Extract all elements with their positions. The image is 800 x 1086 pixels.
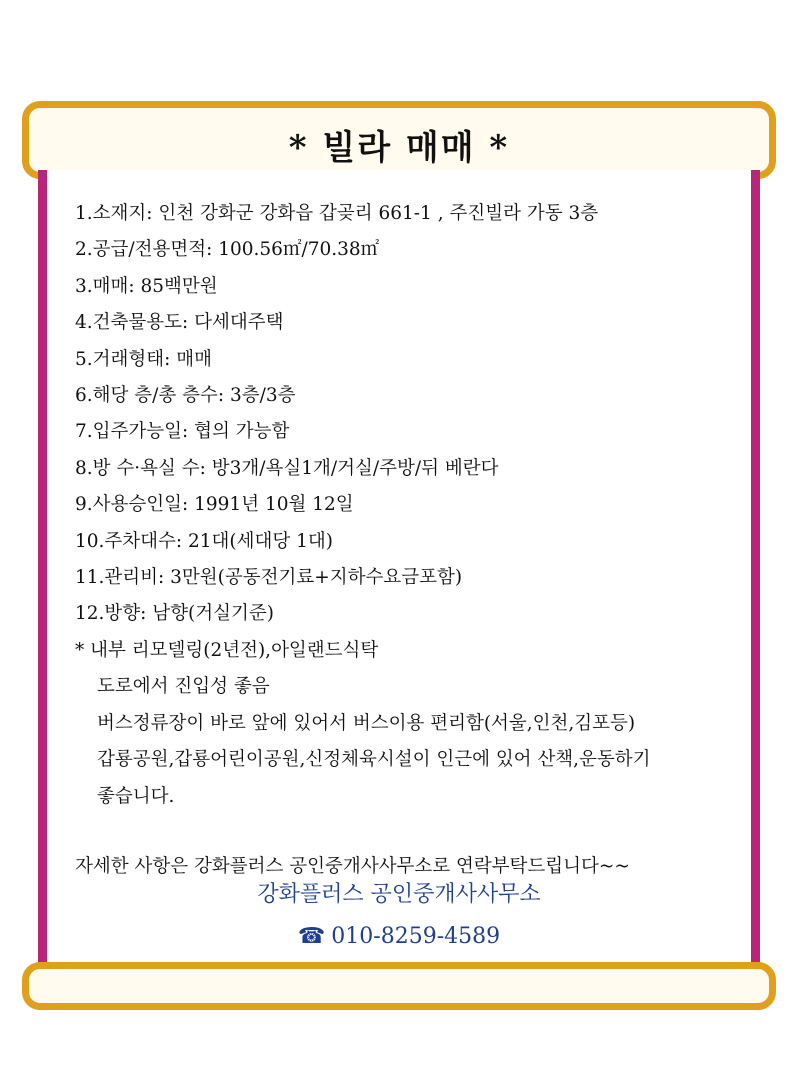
page-title: * 빌라 매매 * xyxy=(288,128,510,168)
note-bus-stop: 버스정류장이 바로 앞에 있어서 버스이용 편리함(서울,인천,김포등) xyxy=(97,712,636,734)
item-direction: 12.방향: 남향(거실기준) xyxy=(75,603,274,625)
note-parks: 갑룡공원,갑룡어린이공원,신정체육시설이 인근에 있어 산책,운동하기 xyxy=(97,749,651,771)
listing-frame xyxy=(38,170,760,970)
item-floor: 6.해당 층/총 층수: 3층/3층 xyxy=(75,385,296,407)
item-rooms: 8.방 수·욕실 수: 방3개/욕실1개/거실/주방/뒤 베란다 xyxy=(75,457,499,479)
item-maintenance-fee: 11.관리비: 3만원(공동전기료+지하수요금포함) xyxy=(75,567,463,589)
item-price: 3.매매: 85백만원 xyxy=(75,275,218,297)
item-parking: 10.주차대수: 21대(세대당 1대) xyxy=(75,530,334,552)
listing-content xyxy=(75,196,751,885)
closing-message: 자세한 사항은 강화플러스 공인중개사사무소로 연락부탁드립니다~~ xyxy=(75,855,630,877)
item-location: 1.소재지: 인천 강화군 강화읍 갑곶리 661-1 , 주진빌라 가동 3층 xyxy=(75,203,599,224)
title-banner xyxy=(22,101,776,179)
phone-contact xyxy=(47,920,751,954)
phone-number: 010-8259-4589 xyxy=(331,924,501,949)
item-area: 2.공급/전용면적: 100.56㎡/70.38㎡ xyxy=(75,239,380,261)
item-transaction-type: 5.거래형태: 매매 xyxy=(75,348,212,370)
item-move-in: 7.입주가능일: 협의 가능함 xyxy=(75,421,290,443)
note-road-access: 도로에서 진입성 좋음 xyxy=(97,676,270,698)
telephone-icon: ☎ xyxy=(297,924,326,949)
note-parks-end: 좋습니다. xyxy=(97,785,175,807)
bottom-banner xyxy=(22,962,776,1010)
item-approval-date: 9.사용승인일: 1991년 10월 12일 xyxy=(75,494,354,516)
item-building-use: 4.건축물용도: 다세대주택 xyxy=(75,312,284,334)
note-remodeling: * 내부 리모델링(2년전),아일랜드식탁 xyxy=(75,639,379,661)
agency-name: 강화플러스 공인중개사사무소 xyxy=(257,882,541,907)
